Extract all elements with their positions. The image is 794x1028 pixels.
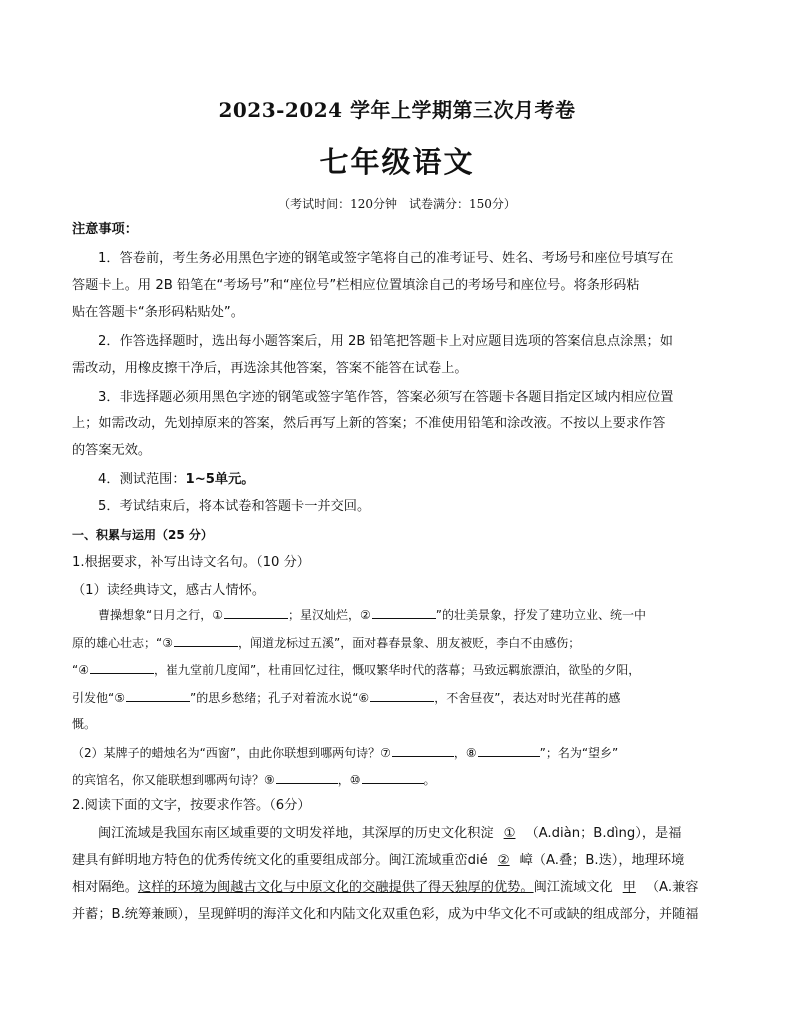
q1-p1c: ”的壮美景象，抒发了建功立业、统一中 bbox=[435, 608, 646, 622]
answer-blank-5[interactable] bbox=[126, 688, 190, 702]
q1-sub2-line-2 bbox=[72, 770, 436, 789]
q2-blank-2[interactable]: ② bbox=[497, 853, 510, 868]
q2-l3a: 相对隔绝。 bbox=[72, 880, 138, 895]
q1-s2b: ，⑧ bbox=[453, 746, 477, 760]
answer-blank-6[interactable] bbox=[370, 688, 434, 702]
answer-blank-1[interactable] bbox=[224, 605, 288, 619]
q1-p1b: ；星汉灿烂，② bbox=[287, 608, 371, 622]
answer-blank-2[interactable] bbox=[372, 605, 436, 619]
answer-blank-10[interactable] bbox=[362, 770, 424, 784]
q2-l1c: （A.diàn；B.dìng），是福 bbox=[525, 826, 682, 841]
q2-l3e: （A.兼容 bbox=[645, 880, 699, 895]
q1-sub1-label: （1）读经典诗文，感古人情怀。 bbox=[72, 583, 266, 598]
q2-stem: 2.阅读下面的文字，按要求作答。（6分） bbox=[72, 798, 311, 813]
q1-stem: 1.根据要求，补写出诗文名句。（10 分） bbox=[72, 555, 310, 570]
answer-blank-8[interactable] bbox=[478, 743, 540, 757]
note-5: 5．考试结束后，将本试卷和答题卡一并交回。 bbox=[98, 499, 371, 514]
q1-p3a: “④ bbox=[72, 663, 89, 677]
notes-heading: 注意事项： bbox=[72, 222, 138, 237]
answer-blank-4[interactable] bbox=[90, 660, 154, 674]
q1-para-line-2 bbox=[72, 633, 580, 652]
q1-para-line-3 bbox=[72, 660, 640, 679]
note-2-line-1: 2．作答选择题时，选出每小题答案后，用 2B 铅笔把答题卡上对应题目选项的答案信息点涂黑；如 bbox=[98, 334, 673, 349]
subject-title: 七年级语文 bbox=[319, 145, 475, 179]
q2-blank-1[interactable]: ① bbox=[503, 826, 516, 841]
exam-info: （考试时间：120分钟 试卷满分：150分） bbox=[278, 197, 516, 211]
note-4-range: 1~5单元。 bbox=[185, 472, 255, 487]
q1-para-line-1 bbox=[98, 605, 646, 624]
q2-l2a: 建具有鲜明地方特色的优秀传统文化的重要组成部分。闽江流域重峦dié bbox=[72, 853, 488, 868]
q1-para-line-4 bbox=[72, 688, 620, 707]
note-3-line-1: 3．非选择题必须用黑色字迹的钢笔或签字笔作答，答案必须写在答题卡各题目指定区域内相应位置 bbox=[98, 390, 674, 405]
q1-s2a: （2）某牌子的蜡烛名为“西窗”，由此你联想到哪两句诗？⑦ bbox=[72, 746, 391, 760]
q1-p3b: ，崔九堂前几度闻”，杜甫回忆过往，慨叹繁华时代的落幕；马致远羁旅漂泊，欲坠的夕阳， bbox=[153, 663, 641, 677]
q2-line-1 bbox=[98, 825, 681, 843]
note-1-line-2: 答题卡上。用 2B 铅笔在“考场号”和“座位号”栏相应位置填涂自己的考场号和座位号。将条形码粘 bbox=[72, 278, 640, 293]
q2-line-3 bbox=[72, 879, 698, 897]
q1-s2c: ”；名为“望乡” bbox=[539, 746, 619, 760]
q2-underlined-sentence: 这样的环境为闽越古文化与中原文化的交融提供了得天独厚的优势。 bbox=[137, 880, 534, 895]
q1-para-line-5: 慨。 bbox=[72, 717, 97, 731]
note-1-line-1: 1．答卷前，考生务必用黑色字迹的钢笔或签字笔将自己的准考证号、姓名、考场号和座位号填写在 bbox=[98, 251, 674, 266]
q1-p2b: ，闻道龙标过五溪”，面对暮春景象、朋友被贬，李白不由感伤； bbox=[237, 636, 581, 650]
note-3-line-2: 上；如需改动，先划掉原来的答案，然后再写上新的答案；不准使用铅笔和涂改液。不按以上要求作答 bbox=[72, 416, 666, 431]
note-4-prefix: 4．测试范围： bbox=[98, 472, 186, 487]
q1-s3b: ，⑩ bbox=[337, 773, 361, 787]
q2-l1a: 闽江流域是我国东南区域重要的文明发祥地，其深厚的历史文化积淀 bbox=[98, 826, 494, 841]
q1-s3c: 。 bbox=[423, 773, 436, 787]
q1-s3a: 的宾馆名，你又能联想到哪两句诗？⑨ bbox=[72, 773, 275, 787]
q1-p4b: ”的思乡愁绪；孔子对着流水说“⑥ bbox=[189, 691, 370, 705]
q1-p4c: ，不舍昼夜”，表达对时光荏苒的感 bbox=[434, 691, 621, 705]
q1-sub2-line-1 bbox=[72, 743, 618, 762]
q2-l2c: 嶂（A.叠；B.迭），地理环境 bbox=[519, 853, 685, 868]
q1-p1a: 曹操想象“日月之行，① bbox=[98, 608, 223, 622]
q2-line-2 bbox=[72, 852, 684, 870]
note-4 bbox=[98, 471, 254, 489]
q2-line-4: 并蓄；B.统筹兼顾），呈现鲜明的海洋文化和内陆文化双重色彩，成为中华文化不可或缺的组成部分，并随福 bbox=[72, 907, 699, 922]
note-3-line-3: 的答案无效。 bbox=[72, 443, 152, 458]
exam-title: 2023-2024 学年上学期第三次月考卷 bbox=[218, 98, 576, 122]
answer-blank-3[interactable] bbox=[174, 633, 238, 647]
answer-blank-9[interactable] bbox=[276, 770, 338, 784]
q1-p2a: 原的雄心壮志；“③ bbox=[72, 636, 173, 650]
q2-blank-jia[interactable]: 甲 bbox=[622, 880, 636, 895]
note-2-line-2: 需改动，用橡皮擦干净后，再选涂其他答案，答案不能答在试卷上。 bbox=[72, 361, 468, 376]
q1-p4a: 引发他“⑤ bbox=[72, 691, 125, 705]
note-1-line-3: 贴在答题卡“条形码粘贴处”。 bbox=[72, 305, 244, 320]
section-1-heading: 一、积累与运用（25 分） bbox=[72, 528, 213, 542]
q2-l3c: 闽江流域文化 bbox=[533, 880, 613, 895]
answer-blank-7[interactable] bbox=[392, 743, 454, 757]
